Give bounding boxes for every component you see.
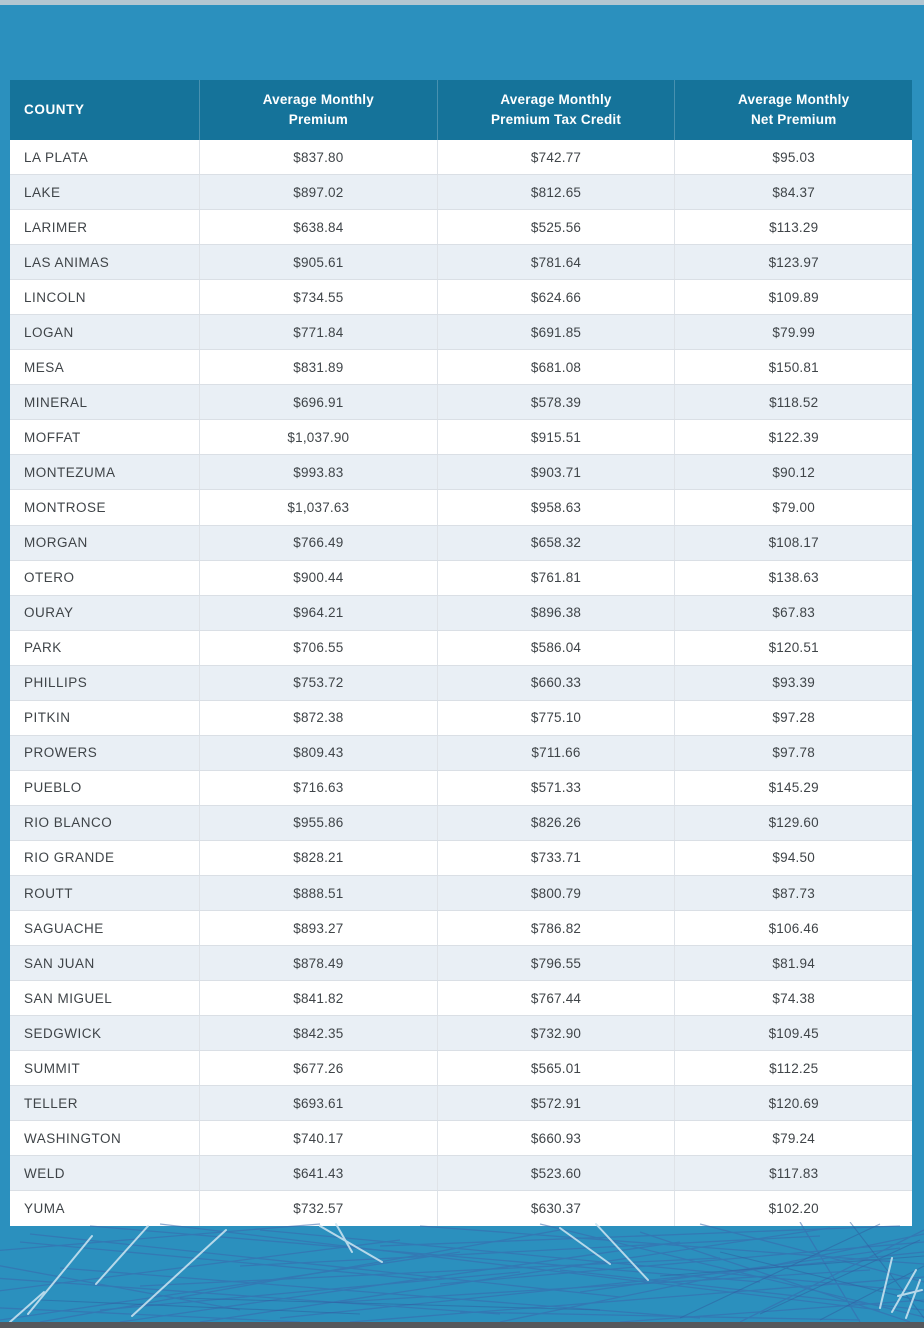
cell-avg-monthly-premium: $955.86 <box>200 806 438 840</box>
header-premium-line1: Average Monthly <box>262 92 374 108</box>
cell-avg-monthly-premium: $706.55 <box>200 631 438 665</box>
table-body <box>10 140 912 1226</box>
cell-avg-monthly-premium-tax-credit: $767.44 <box>438 981 676 1015</box>
cell-avg-monthly-premium: $771.84 <box>200 315 438 349</box>
cell-county: MORGAN <box>10 526 200 560</box>
cell-avg-monthly-net-premium: $108.17 <box>768 535 819 551</box>
cell-avg-monthly-premium: $888.51 <box>200 876 438 910</box>
cell-avg-monthly-net-premium: $109.45 <box>768 1025 819 1041</box>
table-row <box>10 911 912 946</box>
table-row <box>10 490 912 525</box>
cell-county: RIO GRANDE <box>10 841 200 875</box>
cell-county: YUMA <box>10 1191 200 1226</box>
table-row <box>10 876 912 911</box>
table-row <box>10 701 912 736</box>
table-row <box>10 631 912 666</box>
cell-avg-monthly-net-premium: $117.83 <box>769 1165 819 1181</box>
cell-avg-monthly-net-premium: $74.38 <box>772 990 815 1006</box>
cell-avg-monthly-net-premium: $109.89 <box>768 289 819 305</box>
cell-county: TELLER <box>10 1086 200 1120</box>
cell-county: MONTEZUMA <box>10 455 200 489</box>
cell-avg-monthly-premium: $732.57 <box>200 1191 438 1226</box>
cell-avg-monthly-premium-tax-credit: $761.81 <box>438 561 676 595</box>
cell-avg-monthly-premium: $1,037.90 <box>200 420 438 454</box>
cell-county: SUMMIT <box>10 1051 200 1085</box>
cell-avg-monthly-premium-tax-credit: $812.65 <box>438 175 676 209</box>
cell-avg-monthly-net-premium: $123.97 <box>768 254 819 270</box>
cell-avg-monthly-premium: $897.02 <box>200 175 438 209</box>
table-row <box>10 946 912 981</box>
cell-avg-monthly-premium: $878.49 <box>200 946 438 980</box>
table-row <box>10 175 912 210</box>
header-avg-monthly-premium-tax-credit <box>438 80 676 140</box>
cell-avg-monthly-net-premium: $113.29 <box>769 219 819 235</box>
cell-avg-monthly-net-premium: $87.73 <box>772 885 815 901</box>
cell-avg-monthly-premium: $837.80 <box>200 140 438 174</box>
cell-avg-monthly-premium-tax-credit: $578.39 <box>438 385 676 419</box>
cell-avg-monthly-net-premium: $94.50 <box>772 850 815 866</box>
cell-avg-monthly-premium: $831.89 <box>200 350 438 384</box>
cell-county: LINCOLN <box>10 280 200 314</box>
cell-avg-monthly-premium: $693.61 <box>200 1086 438 1120</box>
cell-avg-monthly-net-premium: $79.24 <box>772 1130 815 1146</box>
cell-avg-monthly-premium: $900.44 <box>200 561 438 595</box>
cell-avg-monthly-premium-tax-credit: $525.56 <box>438 210 676 244</box>
table-row <box>10 841 912 876</box>
cell-avg-monthly-net-premium: $129.60 <box>768 815 819 831</box>
cell-avg-monthly-premium: $638.84 <box>200 210 438 244</box>
table-row <box>10 596 912 631</box>
cell-avg-monthly-premium-tax-credit: $691.85 <box>438 315 676 349</box>
cell-avg-monthly-net-premium: $138.63 <box>768 570 819 586</box>
cell-avg-monthly-net-premium: $120.51 <box>768 640 819 656</box>
header-avg-monthly-premium <box>200 80 438 140</box>
cell-avg-monthly-net-premium: $81.94 <box>772 955 815 971</box>
cell-avg-monthly-net-premium: $67.83 <box>772 605 815 621</box>
cell-county: OURAY <box>10 596 200 630</box>
cell-avg-monthly-net-premium: $93.39 <box>772 675 815 691</box>
table-row <box>10 280 912 315</box>
cell-avg-monthly-premium: $1,037.63 <box>200 490 438 524</box>
cell-avg-monthly-premium-tax-credit: $958.63 <box>438 490 676 524</box>
cell-avg-monthly-premium: $677.26 <box>200 1051 438 1085</box>
table-row <box>10 455 912 490</box>
cell-county: MINERAL <box>10 385 200 419</box>
cell-avg-monthly-net-premium: $106.46 <box>768 920 819 936</box>
cell-avg-monthly-net-premium: $112.25 <box>769 1060 819 1076</box>
cell-avg-monthly-premium: $696.91 <box>200 385 438 419</box>
cell-county: WASHINGTON <box>10 1121 200 1155</box>
table-row <box>10 1016 912 1051</box>
cell-avg-monthly-premium: $993.83 <box>200 455 438 489</box>
cell-avg-monthly-net-premium: $102.20 <box>768 1201 819 1217</box>
cell-avg-monthly-premium: $872.38 <box>200 701 438 735</box>
cell-avg-monthly-premium: $841.82 <box>200 981 438 1015</box>
cell-avg-monthly-premium-tax-credit: $915.51 <box>438 420 676 454</box>
cell-county: SEDGWICK <box>10 1016 200 1050</box>
cell-avg-monthly-premium-tax-credit: $796.55 <box>438 946 676 980</box>
table-row <box>10 736 912 771</box>
header-net-premium-line2: Net Premium <box>750 112 837 127</box>
table-header-row <box>10 80 912 140</box>
table-row <box>10 1121 912 1156</box>
table-row <box>10 350 912 385</box>
header-tax-credit-line2: Premium Tax Credit <box>490 112 622 127</box>
header-avg-monthly-net-premium <box>675 80 912 140</box>
table-row <box>10 561 912 596</box>
cell-avg-monthly-net-premium: $79.99 <box>772 324 815 340</box>
cell-county: LOGAN <box>10 315 200 349</box>
cell-county: SAGUACHE <box>10 911 200 945</box>
table-row <box>10 210 912 245</box>
cell-county: PHILLIPS <box>10 666 200 700</box>
header-net-premium-line1: Average Monthly <box>738 92 850 108</box>
table-row <box>10 771 912 806</box>
decorative-crosshatch-lines <box>0 1222 924 1322</box>
header-county-label: COUNTY <box>24 102 85 118</box>
cell-avg-monthly-premium: $766.49 <box>200 526 438 560</box>
cell-avg-monthly-premium-tax-credit: $660.33 <box>438 666 676 700</box>
cell-avg-monthly-net-premium: $120.69 <box>768 1095 819 1111</box>
table-row <box>10 420 912 455</box>
cell-county: LAKE <box>10 175 200 209</box>
cell-avg-monthly-premium-tax-credit: $565.01 <box>438 1051 676 1085</box>
cell-avg-monthly-net-premium: $79.00 <box>772 499 815 515</box>
top-edge-band <box>0 0 924 5</box>
cell-county: LA PLATA <box>10 140 200 174</box>
cell-avg-monthly-premium-tax-credit: $571.33 <box>438 771 676 805</box>
table-row <box>10 245 912 280</box>
cell-avg-monthly-premium-tax-credit: $624.66 <box>438 280 676 314</box>
cell-avg-monthly-premium: $734.55 <box>200 280 438 314</box>
cell-avg-monthly-net-premium: $122.39 <box>768 429 819 445</box>
table-row <box>10 1051 912 1086</box>
cell-avg-monthly-premium-tax-credit: $572.91 <box>438 1086 676 1120</box>
cell-avg-monthly-premium-tax-credit: $896.38 <box>438 596 676 630</box>
bottom-edge-band <box>0 1322 924 1328</box>
cell-county: RIO BLANCO <box>10 806 200 840</box>
cell-avg-monthly-net-premium: $97.28 <box>772 710 815 726</box>
cell-avg-monthly-premium-tax-credit: $660.93 <box>438 1121 676 1155</box>
cell-avg-monthly-premium-tax-credit: $775.10 <box>438 701 676 735</box>
cell-avg-monthly-premium-tax-credit: $523.60 <box>438 1156 676 1190</box>
cell-avg-monthly-premium-tax-credit: $781.64 <box>438 245 676 279</box>
cell-avg-monthly-premium-tax-credit: $630.37 <box>438 1191 676 1226</box>
cell-avg-monthly-premium-tax-credit: $786.82 <box>438 911 676 945</box>
cell-avg-monthly-premium: $641.43 <box>200 1156 438 1190</box>
cell-avg-monthly-net-premium: $97.78 <box>772 745 815 761</box>
cell-avg-monthly-premium-tax-credit: $800.79 <box>438 876 676 910</box>
table-row <box>10 315 912 350</box>
header-tax-credit-line1: Average Monthly <box>500 92 612 108</box>
cell-avg-monthly-premium-tax-credit: $903.71 <box>438 455 676 489</box>
table-row <box>10 526 912 561</box>
cell-avg-monthly-net-premium: $145.29 <box>768 780 819 796</box>
county-premium-table <box>10 80 912 1226</box>
table-row <box>10 1156 912 1191</box>
cell-avg-monthly-premium: $842.35 <box>200 1016 438 1050</box>
cell-avg-monthly-net-premium: $95.03 <box>772 149 815 165</box>
cell-avg-monthly-premium: $905.61 <box>200 245 438 279</box>
cell-avg-monthly-premium-tax-credit: $732.90 <box>438 1016 676 1050</box>
cell-avg-monthly-net-premium: $150.81 <box>768 359 819 375</box>
cell-county: LAS ANIMAS <box>10 245 200 279</box>
cell-avg-monthly-premium-tax-credit: $586.04 <box>438 631 676 665</box>
table-row <box>10 666 912 701</box>
cell-county: LARIMER <box>10 210 200 244</box>
header-county <box>10 80 200 140</box>
cell-avg-monthly-premium: $828.21 <box>200 841 438 875</box>
table-row <box>10 385 912 420</box>
header-premium-line2: Premium <box>288 112 348 127</box>
cell-avg-monthly-net-premium: $90.12 <box>772 464 815 480</box>
cell-avg-monthly-premium: $740.17 <box>200 1121 438 1155</box>
cell-avg-monthly-premium: $716.63 <box>200 771 438 805</box>
cell-avg-monthly-net-premium: $84.37 <box>772 184 815 200</box>
table-row <box>10 981 912 1016</box>
cell-county: PITKIN <box>10 701 200 735</box>
cell-county: PROWERS <box>10 736 200 770</box>
cell-county: PUEBLO <box>10 771 200 805</box>
cell-avg-monthly-premium: $964.21 <box>200 596 438 630</box>
cell-county: MONTROSE <box>10 490 200 524</box>
cell-county: WELD <box>10 1156 200 1190</box>
cell-county: MESA <box>10 350 200 384</box>
cell-avg-monthly-premium-tax-credit: $681.08 <box>438 350 676 384</box>
cell-avg-monthly-net-premium: $118.52 <box>769 394 819 410</box>
cell-avg-monthly-premium: $753.72 <box>200 666 438 700</box>
table-row <box>10 806 912 841</box>
cell-avg-monthly-premium-tax-credit: $711.66 <box>438 736 676 770</box>
cell-avg-monthly-premium: $893.27 <box>200 911 438 945</box>
cell-avg-monthly-premium-tax-credit: $733.71 <box>438 841 676 875</box>
cell-avg-monthly-premium-tax-credit: $658.32 <box>438 526 676 560</box>
cell-county: PARK <box>10 631 200 665</box>
cell-avg-monthly-premium-tax-credit: $826.26 <box>438 806 676 840</box>
cell-avg-monthly-premium: $809.43 <box>200 736 438 770</box>
cell-avg-monthly-premium-tax-credit: $742.77 <box>438 140 676 174</box>
cell-county: SAN MIGUEL <box>10 981 200 1015</box>
cell-county: MOFFAT <box>10 420 200 454</box>
cell-county: OTERO <box>10 561 200 595</box>
table-row <box>10 1086 912 1121</box>
table-row <box>10 140 912 175</box>
cell-county: SAN JUAN <box>10 946 200 980</box>
cell-county: ROUTT <box>10 876 200 910</box>
